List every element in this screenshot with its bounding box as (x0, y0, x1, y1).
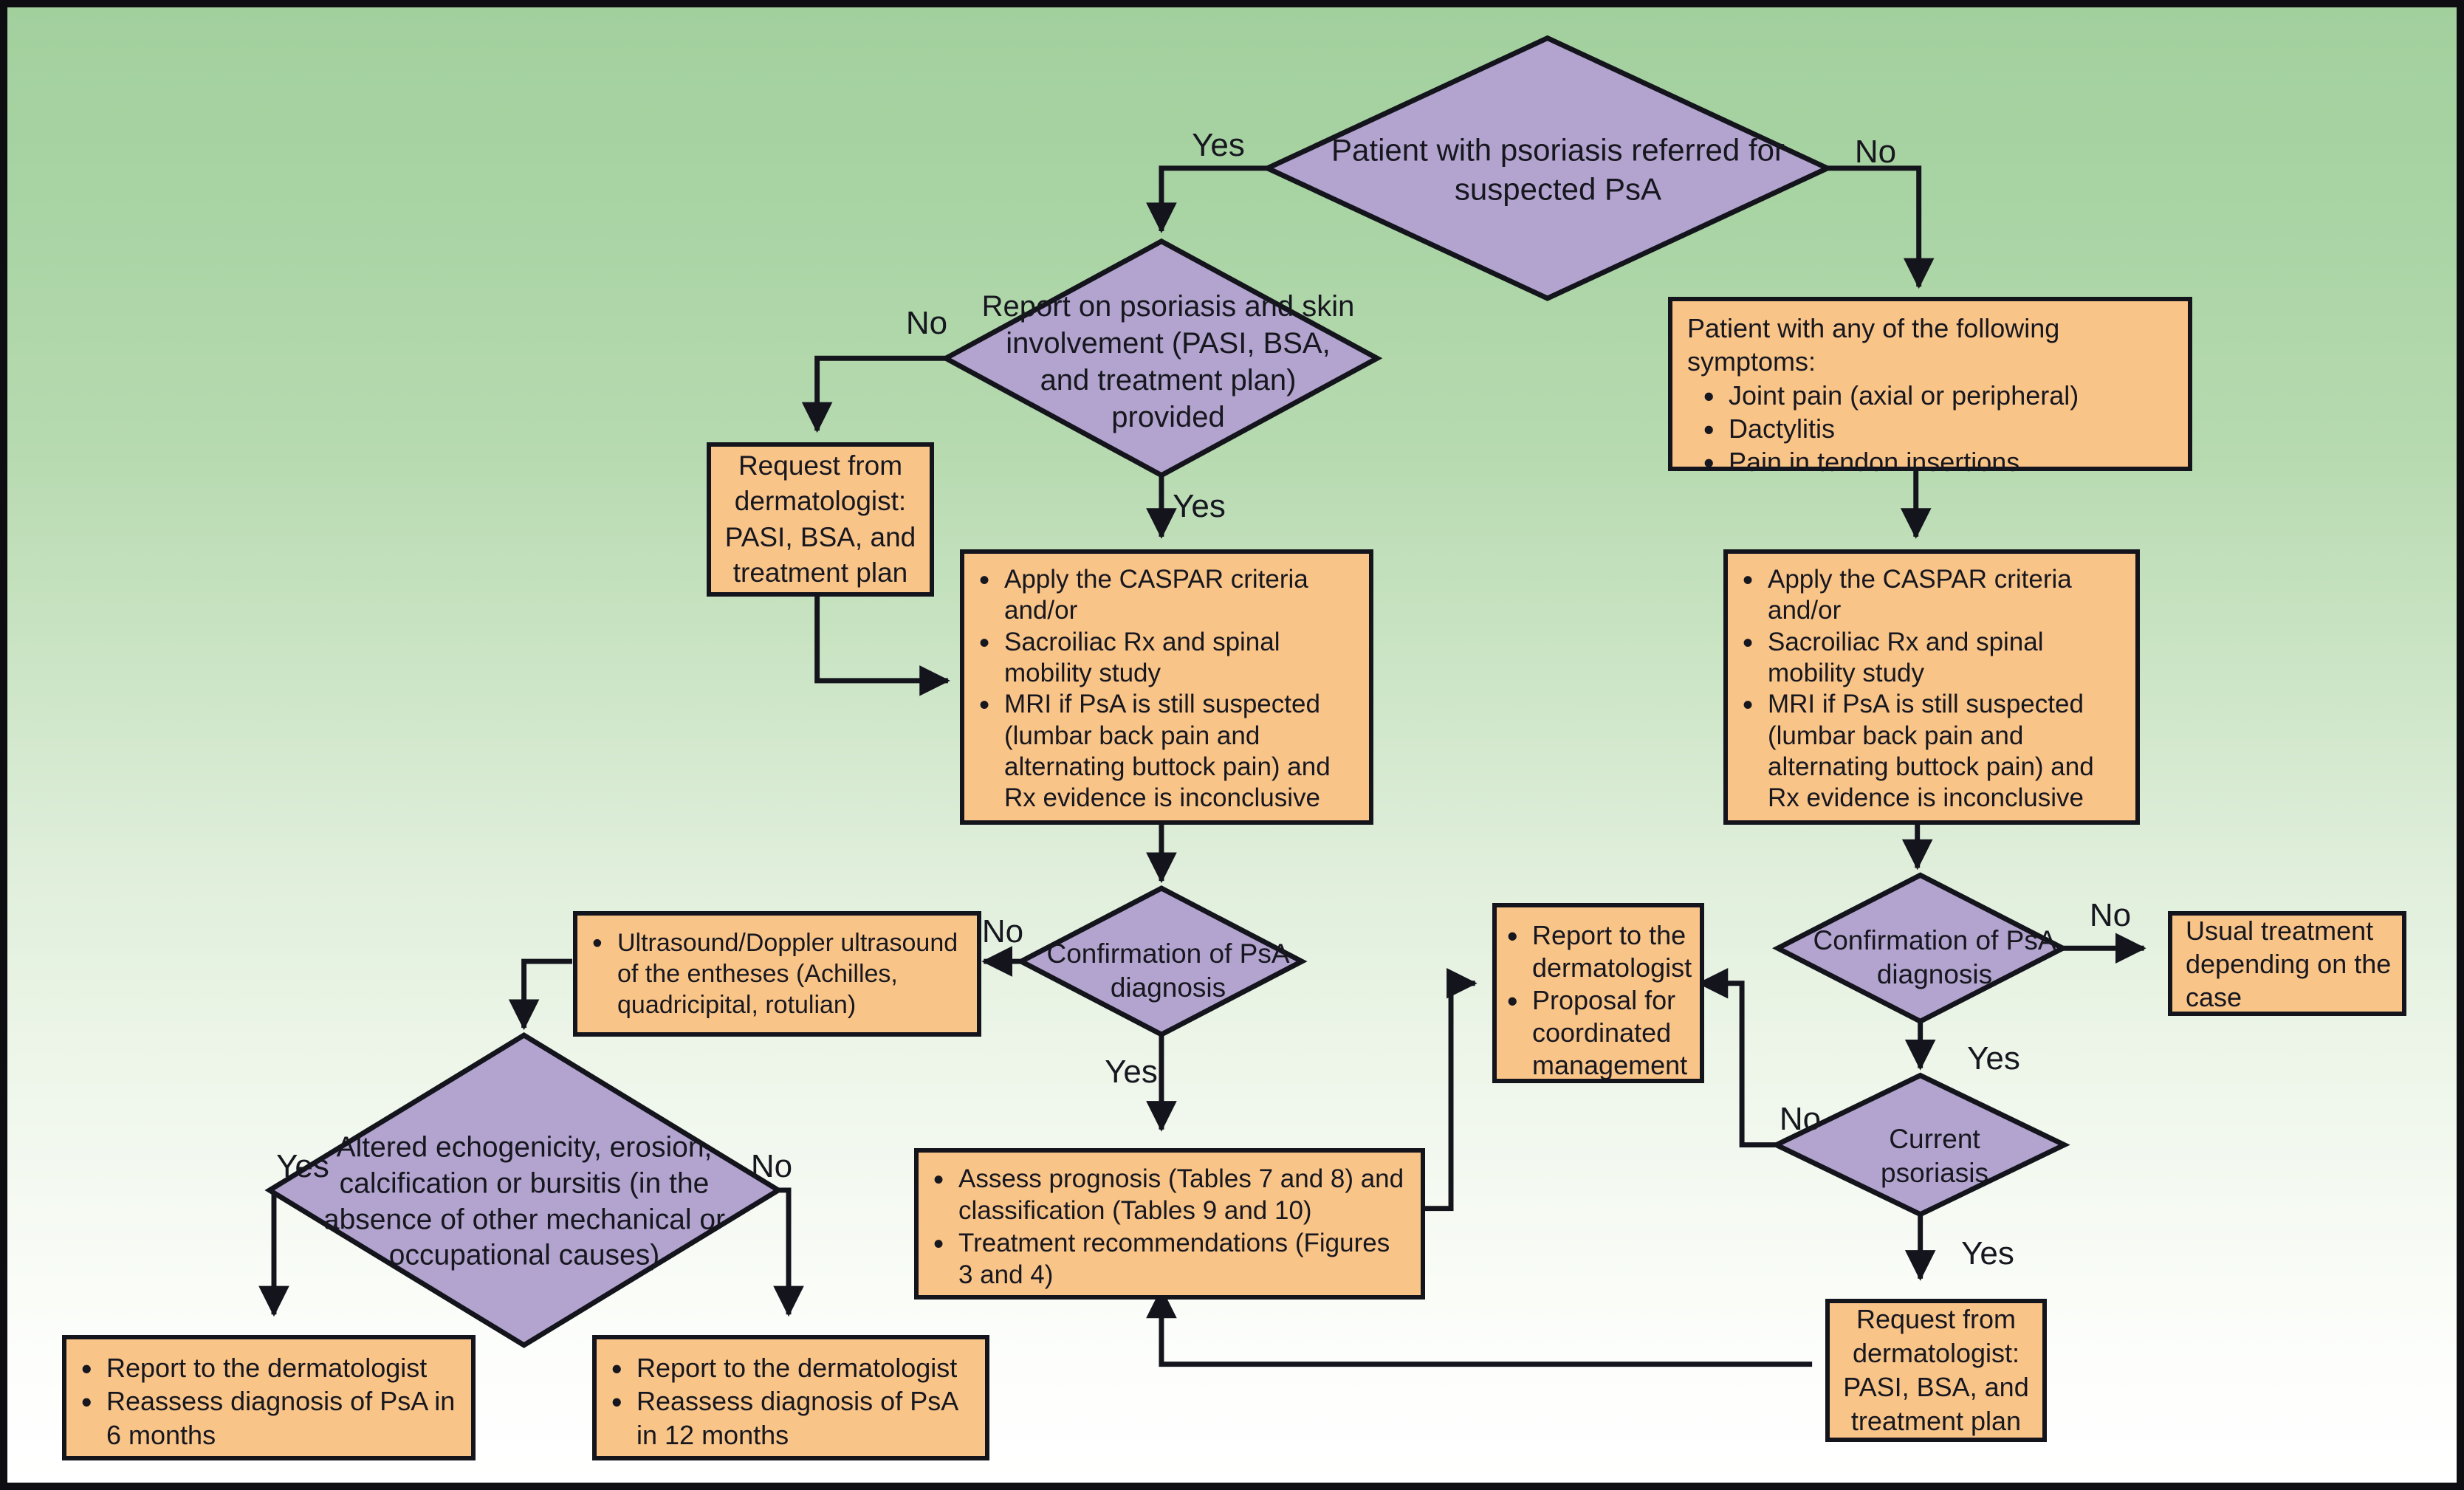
edge-label-confirmation-right-yes: Yes (1967, 1040, 2020, 1077)
bullet-item: • Proposal for coordinated management (1498, 984, 1689, 1082)
bullet-item: • Report to the dermatologist (1498, 919, 1689, 984)
bullet-item: • MRI if PsA is still suspected (lumbar back pain and alternating buttock pain) and Rx evidence is inconclusive (1734, 689, 2125, 814)
diamond-confirmation-mid-label: Confirmation of PsA diagnosis (1046, 938, 1290, 1003)
edge-label-current-no: No (1779, 1101, 1822, 1137)
bullet-item: • Report to the dermatologist (72, 1351, 461, 1384)
edge-request-right-to-assess (1161, 1290, 1812, 1364)
edge-report-no (817, 358, 946, 430)
box-caspar-right (1723, 549, 2140, 825)
bullet-item: • Assess prognosis (Tables 7 and 8) and classification (Tables 9 and 10) (924, 1163, 1410, 1227)
edge-label-confirmation-right-no: No (2089, 897, 2132, 933)
edge-echo-yes (270, 1190, 274, 1314)
edge-label-confirmation-mid-no: No (981, 913, 1024, 950)
edge-label-echo-no: No (750, 1148, 793, 1184)
bullet-item: • Joint pain (axial or peripheral) (1695, 379, 2180, 412)
box-report-6mo (62, 1335, 476, 1460)
bullet-item: • Apply the CASPAR criteria and/or (970, 564, 1359, 627)
edge-label-echo-yes: Yes (276, 1148, 329, 1184)
diamond-start-label: Patient with psoriasis referred for suspected PsA (1331, 132, 1785, 206)
bullet-item: • Pain in tendon insertions (1695, 445, 2180, 478)
edge-ultrasound-to-echo (524, 961, 572, 1028)
edge-label-confirmation-mid-yes: Yes (1105, 1054, 1158, 1090)
edge-start-no (1828, 168, 1919, 286)
edge-label-start-yes: Yes (1192, 127, 1245, 163)
diamond-echogenicity-label: Altered echogenicity, erosion, calcification or bursitis (in the absence of other mechanical or occupational causes) (323, 1131, 726, 1271)
edge-label-current-yes: Yes (1961, 1235, 2014, 1271)
box-usual-treatment-text: Usual treatment depending on the case (2186, 915, 2392, 1012)
box-ultrasound (573, 911, 981, 1037)
bullet-item: • Sacroiliac Rx and spinal mobility study (970, 627, 1359, 690)
box-request-derm-left (707, 442, 934, 597)
bullet-item: • Reassess diagnosis of PsA in 6 months (72, 1384, 461, 1452)
box-assess (914, 1148, 1425, 1300)
bullet-item: • Report to the dermatologist (603, 1351, 975, 1384)
bullet-item: • Apply the CASPAR criteria and/or (1734, 564, 2125, 627)
diamond-report-provided-label: Report on psoriasis and skin involvement (PASI, BSA, and treatment plan) provided (981, 290, 1355, 433)
box-symptoms-intro: Patient with any of the following symptoms: (1687, 313, 2060, 377)
edge-label-report-no: No (905, 305, 948, 341)
diamond-confirmation-right-label: Confirmation of PsA diagnosis (1813, 924, 2056, 989)
box-usual-treatment (2168, 911, 2406, 1016)
edge-request-to-caspar (817, 591, 948, 681)
edge-label-start-no: No (1854, 134, 1897, 170)
box-report-proposal (1492, 903, 1704, 1083)
box-caspar-mid (960, 549, 1373, 825)
bullet-item: • Sacroiliac Rx and spinal mobility study (1734, 627, 2125, 690)
bullet-item: • Dactylitis (1695, 412, 2180, 445)
box-request-derm-right (1825, 1299, 2047, 1442)
edge-echo-no (778, 1190, 789, 1314)
bullet-item: • Ultrasound/Doppler ultrasound of the entheses (Achilles, quadricipital, rotulian) (583, 927, 967, 1020)
box-request-derm-left-text: Request from dermatologist: PASI, BSA, and treatment plan (724, 450, 916, 588)
box-report-12mo (592, 1335, 989, 1460)
edge-start-yes (1161, 168, 1268, 231)
box-symptoms (1668, 297, 2192, 478)
bullet-item: • Treatment recommendations (Figures 3 and 4) (924, 1227, 1410, 1291)
edge-current-no (1700, 983, 1777, 1145)
diamond-current-psoriasis-label: Current psoriasis (1881, 1123, 1988, 1188)
edge-label-report-yes: Yes (1173, 488, 1226, 524)
box-request-derm-right-text: Request from dermatologist: PASI, BSA, and treatment plan (1843, 1303, 2029, 1437)
bullet-item: • MRI if PsA is still suspected (lumbar back pain and alternating buttock pain) and Rx evidence is inconclusive (970, 689, 1359, 814)
bullet-item: • Reassess diagnosis of PsA in 12 months (603, 1384, 975, 1452)
